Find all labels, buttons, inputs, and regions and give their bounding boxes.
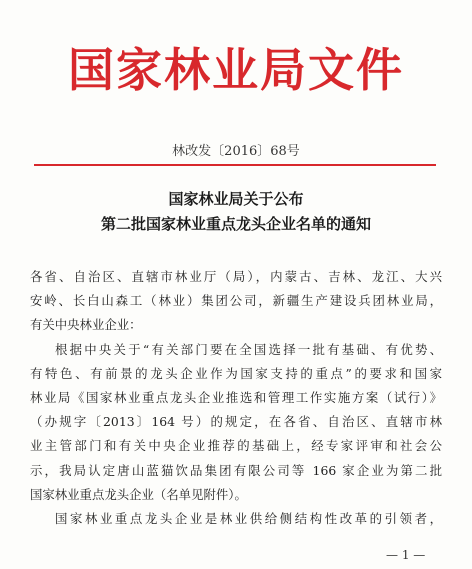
notice-body (30, 265, 442, 531)
notice-title-line-1: 国家林业局关于公布 (168, 190, 304, 208)
document-header-title: 国家林业局文件 (68, 43, 404, 97)
body-line: （办规字〔2013〕164 号）的规定，在各省、自治区、直辖市林 (30, 414, 442, 430)
body-line: 有特色、有前景的龙头企业作为国家支持的重点”的要求和国家 (30, 365, 442, 381)
body-line: 业主管部门和有关中央企业推荐的基础上，经专家评审和社会公 (30, 438, 442, 454)
body-line: 根据中央关于“有关部门要在全国选择一批有基础、有优势、 (55, 341, 442, 357)
document-number: 林改发〔2016〕68号 (172, 144, 300, 159)
body-line: 各省、自治区、直辖市林业厅（局），内蒙古、吉林、龙江、大兴 (30, 269, 442, 284)
body-line: 有关中央林业企业： (30, 317, 142, 333)
body-line: 国家林业重点龙头企业（名单见附件）。 (30, 486, 247, 502)
page-number: — 1 — (386, 548, 426, 562)
body-line: 林业局《国家林业重点龙头企业推选和管理工作实施方案（试行）》 (30, 389, 442, 405)
body-line: 示，我局认定唐山蓝猫饮品集团有限公司等 166 家企业为第二批 (30, 462, 442, 478)
notice-title-line-2: 第二批国家林业重点龙头企业名单的通知 (100, 215, 371, 233)
red-divider-line (34, 164, 436, 166)
body-line: 国家林业重点龙头企业是林业供给侧结构性改革的引领者， (55, 510, 442, 526)
body-line: 安岭、长白山森工（林业）集团公司，新疆生产建设兵团林业局， (30, 293, 442, 309)
